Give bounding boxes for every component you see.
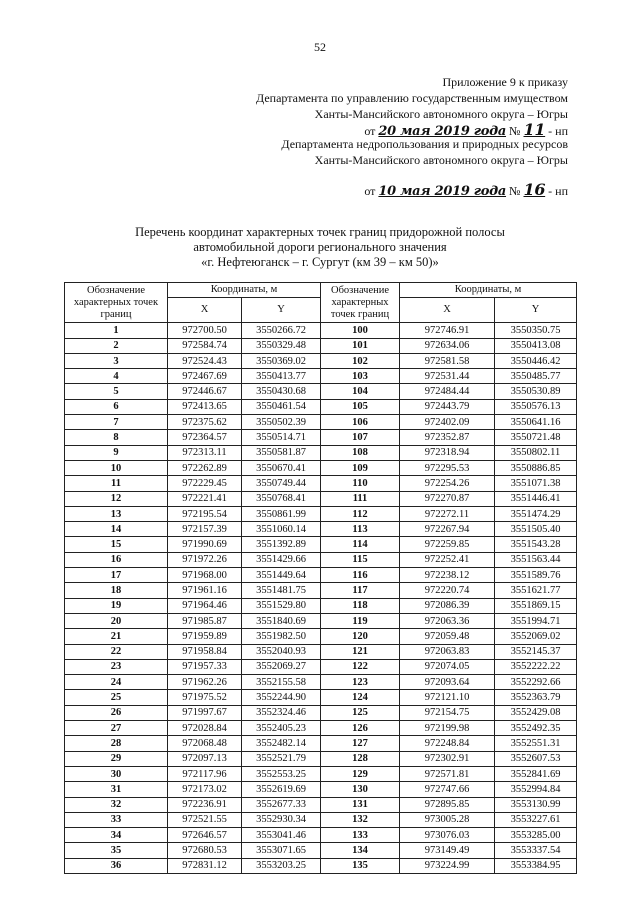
table-row — [65, 721, 577, 736]
y-coordinate-cell: 3551994.71 — [495, 613, 577, 628]
table-row — [65, 369, 577, 384]
point-number-cell: 29 — [65, 751, 168, 766]
table-row — [65, 323, 577, 338]
table-row — [65, 828, 577, 843]
point-number-cell: 104 — [321, 384, 400, 399]
y-coordinate-cell: 3550576.13 — [495, 399, 577, 414]
point-number-cell: 5 — [65, 384, 168, 399]
x-coordinate-cell: 972097.13 — [168, 751, 242, 766]
x-coordinate-cell: 972221.41 — [168, 491, 242, 506]
coordinates-table — [64, 282, 577, 874]
point-number-cell: 18 — [65, 583, 168, 598]
point-number-cell: 10 — [65, 460, 168, 475]
point-number-cell: 107 — [321, 430, 400, 445]
handwritten-order-number: 16 — [523, 180, 546, 199]
y-coordinate-cell: 3552244.90 — [242, 690, 321, 705]
table-row — [65, 522, 577, 537]
y-coordinate-cell: 3552405.23 — [242, 721, 321, 736]
order-prefix: от — [364, 124, 376, 138]
point-number-cell: 111 — [321, 491, 400, 506]
x-coordinate-cell: 971985.87 — [168, 613, 242, 628]
y-coordinate-cell: 3550530.89 — [495, 384, 577, 399]
x-coordinate-cell: 972446.67 — [168, 384, 242, 399]
point-number-cell: 8 — [65, 430, 168, 445]
point-number-cell: 30 — [65, 766, 168, 781]
x-coordinate-cell: 972318.94 — [400, 445, 495, 460]
x-coordinate-cell: 972747.66 — [400, 782, 495, 797]
table-row — [65, 430, 577, 445]
point-number-cell: 100 — [321, 323, 400, 338]
point-number-cell: 123 — [321, 675, 400, 690]
y-coordinate-cell: 3551449.64 — [242, 568, 321, 583]
y-coordinate-cell: 3550369.02 — [242, 353, 321, 368]
x-coordinate-cell: 972746.91 — [400, 323, 495, 338]
table-row — [65, 629, 577, 644]
point-number-cell: 118 — [321, 598, 400, 613]
y-coordinate-cell: 3551840.69 — [242, 613, 321, 628]
table-row — [65, 751, 577, 766]
x-coordinate-cell: 972074.05 — [400, 659, 495, 674]
x-coordinate-cell: 972646.57 — [168, 828, 242, 843]
x-coordinate-cell: 972248.84 — [400, 736, 495, 751]
y-coordinate-cell: 3550749.44 — [242, 476, 321, 491]
table-row — [65, 506, 577, 521]
x-coordinate-cell: 972063.83 — [400, 644, 495, 659]
x-coordinate-cell: 972295.53 — [400, 460, 495, 475]
y-coordinate-cell: 3552040.93 — [242, 644, 321, 659]
y-coordinate-cell: 3552155.58 — [242, 675, 321, 690]
point-number-cell: 36 — [65, 858, 168, 873]
x-coordinate-cell: 972259.85 — [400, 537, 495, 552]
y-coordinate-cell: 3551869.15 — [495, 598, 577, 613]
x-coordinate-cell: 972121.10 — [400, 690, 495, 705]
title-line-2: автомобильной дороги регионального значения — [193, 240, 447, 254]
y-coordinate-cell: 3550413.08 — [495, 338, 577, 353]
point-number-cell: 15 — [65, 537, 168, 552]
x-coordinate-cell: 972364.57 — [168, 430, 242, 445]
y-coordinate-cell: 3552619.69 — [242, 782, 321, 797]
y-coordinate-cell: 3550768.41 — [242, 491, 321, 506]
header-coordinates: Координаты, м — [400, 283, 577, 298]
point-number-cell: 101 — [321, 338, 400, 353]
x-coordinate-cell: 972581.58 — [400, 353, 495, 368]
table-row — [65, 568, 577, 583]
x-coordinate-cell: 972524.43 — [168, 353, 242, 368]
point-number-cell: 131 — [321, 797, 400, 812]
title-line-3: «г. Нефтеюганск – г. Сургут (км 39 – км 50)» — [201, 255, 439, 269]
y-coordinate-cell: 3553285.00 — [495, 828, 577, 843]
y-coordinate-cell: 3552930.34 — [242, 812, 321, 827]
point-number-cell: 9 — [65, 445, 168, 460]
header-x: X — [400, 298, 495, 323]
header-coordinates: Координаты, м — [168, 283, 321, 298]
point-number-cell: 28 — [65, 736, 168, 751]
point-number-cell: 133 — [321, 828, 400, 843]
y-coordinate-cell: 3550802.11 — [495, 445, 577, 460]
x-coordinate-cell: 973149.49 — [400, 843, 495, 858]
x-coordinate-cell: 972063.36 — [400, 613, 495, 628]
table-row — [65, 537, 577, 552]
table-row — [65, 690, 577, 705]
title-line-1: Перечень координат характерных точек границ придорожной полосы — [135, 225, 505, 239]
table-row — [65, 552, 577, 567]
y-coordinate-cell: 3552841.69 — [495, 766, 577, 781]
y-coordinate-cell: 3553203.25 — [242, 858, 321, 873]
x-coordinate-cell: 973076.03 — [400, 828, 495, 843]
table-row — [65, 598, 577, 613]
point-number-cell: 125 — [321, 705, 400, 720]
y-coordinate-cell: 3550430.68 — [242, 384, 321, 399]
x-coordinate-cell: 972229.45 — [168, 476, 242, 491]
x-coordinate-cell: 972634.06 — [400, 338, 495, 353]
x-coordinate-cell: 972220.74 — [400, 583, 495, 598]
order-prefix: от — [364, 184, 376, 198]
x-coordinate-cell: 972093.64 — [400, 675, 495, 690]
y-coordinate-cell: 3551543.28 — [495, 537, 577, 552]
table-row — [65, 613, 577, 628]
y-coordinate-cell: 3550350.75 — [495, 323, 577, 338]
x-coordinate-cell: 972302.91 — [400, 751, 495, 766]
table-row — [65, 736, 577, 751]
y-coordinate-cell: 3551474.29 — [495, 506, 577, 521]
x-coordinate-cell: 972238.12 — [400, 568, 495, 583]
x-coordinate-cell: 972068.48 — [168, 736, 242, 751]
y-coordinate-cell: 3552994.84 — [495, 782, 577, 797]
handwritten-order-date: 10 мая 2019 года — [378, 184, 507, 199]
point-number-cell: 11 — [65, 476, 168, 491]
x-coordinate-cell: 972086.39 — [400, 598, 495, 613]
point-number-cell: 31 — [65, 782, 168, 797]
region-line: Ханты-Мансийского автономного округа – Югры — [314, 153, 568, 167]
y-coordinate-cell: 3553041.46 — [242, 828, 321, 843]
order-suffix: - нп — [548, 184, 568, 198]
table-row — [65, 460, 577, 475]
point-number-cell: 35 — [65, 843, 168, 858]
table-row — [65, 675, 577, 690]
y-coordinate-cell: 3550461.54 — [242, 399, 321, 414]
point-number-cell: 128 — [321, 751, 400, 766]
y-coordinate-cell: 3551982.50 — [242, 629, 321, 644]
point-number-cell: 108 — [321, 445, 400, 460]
x-coordinate-cell: 972443.79 — [400, 399, 495, 414]
point-number-cell: 120 — [321, 629, 400, 644]
x-coordinate-cell: 971964.46 — [168, 598, 242, 613]
region-line: Ханты-Мансийского автономного округа – Югры — [314, 107, 568, 121]
y-coordinate-cell: 3550581.87 — [242, 445, 321, 460]
y-coordinate-cell: 3552521.79 — [242, 751, 321, 766]
x-coordinate-cell: 971997.67 — [168, 705, 242, 720]
point-number-cell: 122 — [321, 659, 400, 674]
y-coordinate-cell: 3550485.77 — [495, 369, 577, 384]
y-coordinate-cell: 3550886.85 — [495, 460, 577, 475]
x-coordinate-cell: 971958.84 — [168, 644, 242, 659]
y-coordinate-cell: 3551529.80 — [242, 598, 321, 613]
x-coordinate-cell: 971961.16 — [168, 583, 242, 598]
point-number-cell: 13 — [65, 506, 168, 521]
table-row — [65, 445, 577, 460]
y-coordinate-cell: 3550514.71 — [242, 430, 321, 445]
point-number-cell: 22 — [65, 644, 168, 659]
x-coordinate-cell: 972521.55 — [168, 812, 242, 827]
table-row — [65, 491, 577, 506]
point-number-cell: 119 — [321, 613, 400, 628]
x-coordinate-cell: 971959.89 — [168, 629, 242, 644]
y-coordinate-cell: 3551563.44 — [495, 552, 577, 567]
x-coordinate-cell: 972375.62 — [168, 415, 242, 430]
x-coordinate-cell: 972270.87 — [400, 491, 495, 506]
x-coordinate-cell: 971968.00 — [168, 568, 242, 583]
x-coordinate-cell: 972467.69 — [168, 369, 242, 384]
x-coordinate-cell: 971990.69 — [168, 537, 242, 552]
point-number-cell: 24 — [65, 675, 168, 690]
table-row — [65, 583, 577, 598]
y-coordinate-cell: 3551481.75 — [242, 583, 321, 598]
point-number-cell: 102 — [321, 353, 400, 368]
order-header-subsoil-department — [281, 136, 568, 200]
order-date-line — [281, 182, 568, 200]
y-coordinate-cell: 3550670.41 — [242, 460, 321, 475]
x-coordinate-cell: 972831.12 — [168, 858, 242, 873]
y-coordinate-cell: 3552553.25 — [242, 766, 321, 781]
x-coordinate-cell: 972252.41 — [400, 552, 495, 567]
y-coordinate-cell: 3552069.27 — [242, 659, 321, 674]
x-coordinate-cell: 972262.89 — [168, 460, 242, 475]
x-coordinate-cell: 972195.54 — [168, 506, 242, 521]
point-number-cell: 6 — [65, 399, 168, 414]
page-number: 52 — [314, 40, 326, 54]
y-coordinate-cell: 3552222.22 — [495, 659, 577, 674]
handwritten-order-number: 11 — [523, 120, 546, 139]
x-coordinate-cell: 972059.48 — [400, 629, 495, 644]
x-coordinate-cell: 973005.28 — [400, 812, 495, 827]
y-coordinate-cell: 3552551.31 — [495, 736, 577, 751]
point-number-cell: 126 — [321, 721, 400, 736]
point-number-cell: 109 — [321, 460, 400, 475]
y-coordinate-cell: 3552677.33 — [242, 797, 321, 812]
x-coordinate-cell: 972571.81 — [400, 766, 495, 781]
point-number-cell: 21 — [65, 629, 168, 644]
x-coordinate-cell: 972402.09 — [400, 415, 495, 430]
point-number-cell: 114 — [321, 537, 400, 552]
x-coordinate-cell: 972352.87 — [400, 430, 495, 445]
y-coordinate-cell: 3553071.65 — [242, 843, 321, 858]
y-coordinate-cell: 3550446.42 — [495, 353, 577, 368]
point-number-cell: 129 — [321, 766, 400, 781]
y-coordinate-cell: 3552482.14 — [242, 736, 321, 751]
y-coordinate-cell: 3550641.16 — [495, 415, 577, 430]
point-number-cell: 14 — [65, 522, 168, 537]
point-number-cell: 17 — [65, 568, 168, 583]
y-coordinate-cell: 3552292.66 — [495, 675, 577, 690]
point-number-cell: 33 — [65, 812, 168, 827]
point-number-cell: 2 — [65, 338, 168, 353]
point-number-cell: 132 — [321, 812, 400, 827]
x-coordinate-cell: 972199.98 — [400, 721, 495, 736]
table-row — [65, 415, 577, 430]
table-row — [65, 353, 577, 368]
table-row — [65, 644, 577, 659]
table-row — [65, 843, 577, 858]
table-row — [65, 766, 577, 781]
x-coordinate-cell: 973224.99 — [400, 858, 495, 873]
x-coordinate-cell: 972272.11 — [400, 506, 495, 521]
y-coordinate-cell: 3551589.76 — [495, 568, 577, 583]
point-number-cell: 116 — [321, 568, 400, 583]
order-number-label: № — [509, 184, 521, 198]
department-line: Департамента по управлению государственным имуществом — [256, 91, 568, 105]
y-coordinate-cell: 3550721.48 — [495, 430, 577, 445]
x-coordinate-cell: 972413.65 — [168, 399, 242, 414]
x-coordinate-cell: 972267.94 — [400, 522, 495, 537]
point-number-cell: 20 — [65, 613, 168, 628]
y-coordinate-cell: 3550266.72 — [242, 323, 321, 338]
point-number-cell: 7 — [65, 415, 168, 430]
point-number-cell: 16 — [65, 552, 168, 567]
y-coordinate-cell: 3552492.35 — [495, 721, 577, 736]
y-coordinate-cell: 3552607.53 — [495, 751, 577, 766]
point-number-cell: 27 — [65, 721, 168, 736]
order-suffix: - нп — [548, 124, 568, 138]
x-coordinate-cell: 972531.44 — [400, 369, 495, 384]
x-coordinate-cell: 971957.33 — [168, 659, 242, 674]
x-coordinate-cell: 972584.74 — [168, 338, 242, 353]
table-row — [65, 338, 577, 353]
point-number-cell: 26 — [65, 705, 168, 720]
point-number-cell: 112 — [321, 506, 400, 521]
point-number-cell: 115 — [321, 552, 400, 567]
y-coordinate-cell: 3551392.89 — [242, 537, 321, 552]
table-row — [65, 384, 577, 399]
y-coordinate-cell: 3551071.38 — [495, 476, 577, 491]
point-number-cell: 12 — [65, 491, 168, 506]
table-row — [65, 858, 577, 873]
table-row — [65, 705, 577, 720]
table-row — [65, 782, 577, 797]
x-coordinate-cell: 972028.84 — [168, 721, 242, 736]
y-coordinate-cell: 3553337.54 — [495, 843, 577, 858]
y-coordinate-cell: 3551446.41 — [495, 491, 577, 506]
y-coordinate-cell: 3552145.37 — [495, 644, 577, 659]
document-title — [60, 225, 580, 270]
header-x: X — [168, 298, 242, 323]
y-coordinate-cell: 3553130.99 — [495, 797, 577, 812]
y-coordinate-cell: 3552324.46 — [242, 705, 321, 720]
table-row — [65, 476, 577, 491]
point-number-cell: 134 — [321, 843, 400, 858]
point-number-cell: 135 — [321, 858, 400, 873]
point-number-cell: 19 — [65, 598, 168, 613]
point-number-cell: 127 — [321, 736, 400, 751]
handwritten-order-date: 20 мая 2019 года — [378, 124, 507, 139]
y-coordinate-cell: 3551429.66 — [242, 552, 321, 567]
x-coordinate-cell: 972236.91 — [168, 797, 242, 812]
y-coordinate-cell: 3551060.14 — [242, 522, 321, 537]
x-coordinate-cell: 972895.85 — [400, 797, 495, 812]
table-row — [65, 812, 577, 827]
point-number-cell: 130 — [321, 782, 400, 797]
x-coordinate-cell: 972154.75 — [400, 705, 495, 720]
x-coordinate-cell: 972700.50 — [168, 323, 242, 338]
department-line: Департамента недропользования и природных ресурсов — [281, 137, 568, 151]
x-coordinate-cell: 972254.26 — [400, 476, 495, 491]
point-number-cell: 117 — [321, 583, 400, 598]
x-coordinate-cell: 972484.44 — [400, 384, 495, 399]
point-number-cell: 32 — [65, 797, 168, 812]
point-number-cell: 121 — [321, 644, 400, 659]
header-point-designation: Обозначение характерных точек границ — [321, 283, 400, 323]
x-coordinate-cell: 972157.39 — [168, 522, 242, 537]
y-coordinate-cell: 3552429.08 — [495, 705, 577, 720]
y-coordinate-cell: 3551505.40 — [495, 522, 577, 537]
point-number-cell: 105 — [321, 399, 400, 414]
point-number-cell: 103 — [321, 369, 400, 384]
y-coordinate-cell: 3550329.48 — [242, 338, 321, 353]
y-coordinate-cell: 3552069.02 — [495, 629, 577, 644]
table-row — [65, 659, 577, 674]
point-number-cell: 110 — [321, 476, 400, 491]
y-coordinate-cell: 3550861.99 — [242, 506, 321, 521]
x-coordinate-cell: 971962.26 — [168, 675, 242, 690]
point-number-cell: 124 — [321, 690, 400, 705]
table-row — [65, 399, 577, 414]
x-coordinate-cell: 971975.52 — [168, 690, 242, 705]
point-number-cell: 3 — [65, 353, 168, 368]
y-coordinate-cell: 3550502.39 — [242, 415, 321, 430]
point-number-cell: 1 — [65, 323, 168, 338]
x-coordinate-cell: 972173.02 — [168, 782, 242, 797]
point-number-cell: 113 — [321, 522, 400, 537]
header-y: Y — [242, 298, 321, 323]
order-number-label: № — [509, 124, 521, 138]
table-row — [65, 797, 577, 812]
point-number-cell: 106 — [321, 415, 400, 430]
header-point-designation: Обозначение характерных точек границ — [65, 283, 168, 323]
y-coordinate-cell: 3553227.61 — [495, 812, 577, 827]
x-coordinate-cell: 971972.26 — [168, 552, 242, 567]
point-number-cell: 34 — [65, 828, 168, 843]
y-coordinate-cell: 3551621.77 — [495, 583, 577, 598]
appendix-line: Приложение 9 к приказу — [442, 75, 568, 89]
y-coordinate-cell: 3553384.95 — [495, 858, 577, 873]
y-coordinate-cell: 3552363.79 — [495, 690, 577, 705]
point-number-cell: 25 — [65, 690, 168, 705]
x-coordinate-cell: 972680.53 — [168, 843, 242, 858]
header-y: Y — [495, 298, 577, 323]
point-number-cell: 4 — [65, 369, 168, 384]
x-coordinate-cell: 972313.11 — [168, 445, 242, 460]
y-coordinate-cell: 3550413.77 — [242, 369, 321, 384]
point-number-cell: 23 — [65, 659, 168, 674]
table-body — [65, 323, 577, 874]
x-coordinate-cell: 972117.96 — [168, 766, 242, 781]
order-header-property-department — [256, 74, 568, 140]
